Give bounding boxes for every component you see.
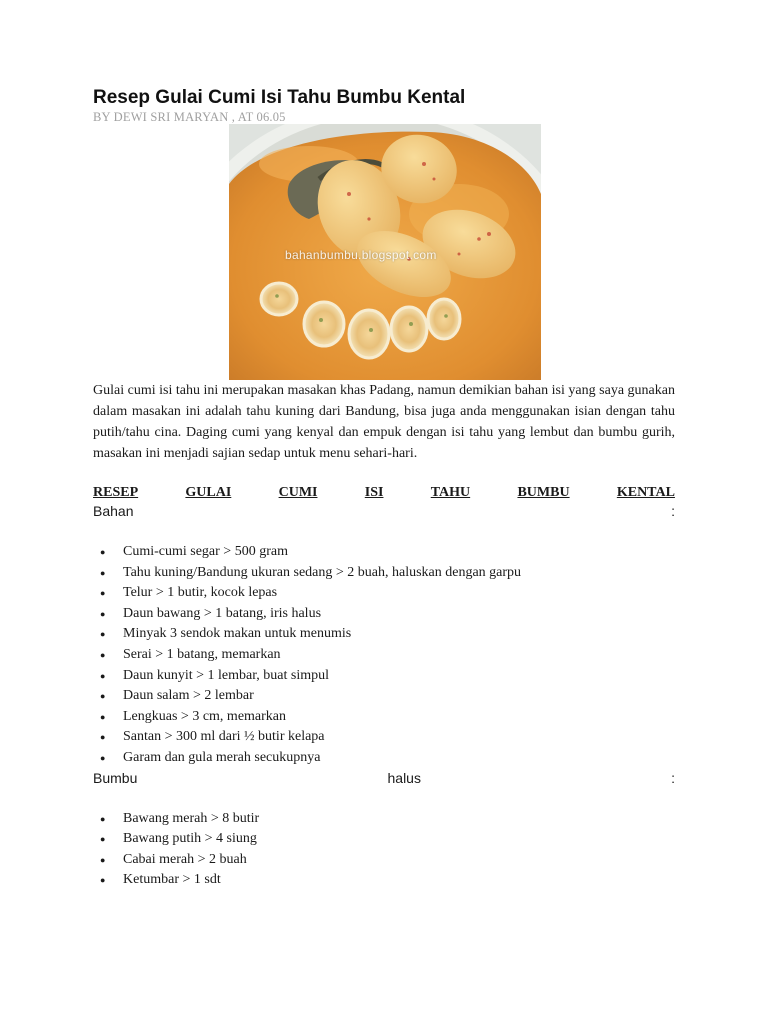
list-item: ● Serai > 1 batang, memarkan [93, 645, 675, 666]
bullet-icon: ● [100, 854, 106, 865]
bullet-icon: ● [100, 875, 106, 886]
recipe-photo [229, 124, 541, 380]
recipe-heading-word: CUMI [278, 485, 318, 500]
bullet-icon: ● [100, 567, 106, 578]
image-watermark: bahanbumbu.blogspot.com [285, 248, 437, 262]
bullet-icon: ● [100, 732, 106, 743]
bullet-icon: ● [100, 588, 106, 599]
list-item: ● Minyak 3 sendok makan untuk menumis [93, 624, 675, 645]
recipe-heading-word: TAHU [430, 485, 471, 500]
recipe-heading-word: KENTAL [616, 485, 675, 500]
recipe-heading-word: ISI [364, 485, 384, 500]
recipe-heading-word: BUMBU [517, 485, 570, 500]
recipe-heading-word: RESEP [93, 485, 139, 500]
bahan-heading [93, 502, 675, 520]
bumbu-heading [93, 769, 675, 787]
list-item: ● Lengkuas > 3 cm, memarkan [93, 707, 675, 728]
list-item: ● Garam dan gula merah secukupnya [93, 748, 675, 769]
bumbu-list [93, 809, 675, 891]
bumbu-label-halus: halus [387, 769, 421, 786]
list-item: ● Bawang merah > 8 butir [93, 809, 675, 830]
article-byline: BY DEWI SRI MARYAN , AT 06.05 [93, 110, 286, 124]
article-intro: Gulai cumi isi tahu ini merupakan masakan khas Padang, namun demikian bahan isi yang saya gunakan dalam masakan ini adalah tahu kuning dari Bandung, bisa juga anda menggunakan isian dengan tahu putih/tahu cina. Daging cumi yang kenyal dan empuk dengan isi tahu yang lembut dan bumbu gurih, masakan ini menjadi sajian sedap untuk menu sehari-hari. [93, 383, 675, 461]
list-item: ● Daun bawang > 1 batang, iris halus [93, 604, 675, 625]
list-item: ● Bawang putih > 4 siung [93, 829, 675, 850]
bumbu-label: Bumbu [93, 769, 138, 786]
article [93, 86, 675, 891]
bullet-icon: ● [100, 670, 106, 681]
bahan-label: Bahan [93, 503, 134, 519]
list-item: ● Santan > 300 ml dari ½ butir kelapa [93, 727, 675, 748]
list-item: ● Daun salam > 2 lembar [93, 686, 675, 707]
list-item: ● Daun kunyit > 1 lembar, buat simpul [93, 666, 675, 687]
list-item: ● Cabai merah > 2 buah [93, 850, 675, 871]
bullet-icon: ● [100, 711, 106, 722]
list-item: ● Telur > 1 butir, kocok lepas [93, 583, 675, 604]
bumbu-colon: : [671, 769, 675, 786]
list-item: ● Cumi-cumi segar > 500 gram [93, 542, 675, 563]
recipe-heading [93, 484, 675, 502]
article-title: Resep Gulai Cumi Isi Tahu Bumbu Kental [93, 87, 466, 108]
bullet-icon: ● [100, 649, 106, 660]
bullet-icon: ● [100, 691, 106, 702]
bullet-icon: ● [100, 813, 106, 824]
bahan-list [93, 542, 675, 769]
list-item: ● Ketumbar > 1 sdt [93, 870, 675, 891]
bullet-icon: ● [100, 752, 106, 763]
list-item: ● Tahu kuning/Bandung ukuran sedang > 2 buah, haluskan dengan garpu [93, 563, 675, 584]
bullet-icon: ● [100, 547, 106, 557]
bullet-icon: ● [100, 834, 106, 845]
bullet-icon: ● [100, 629, 106, 640]
recipe-heading-word: GULAI [185, 485, 232, 500]
bahan-colon: : [671, 503, 675, 519]
bullet-icon: ● [100, 608, 106, 619]
